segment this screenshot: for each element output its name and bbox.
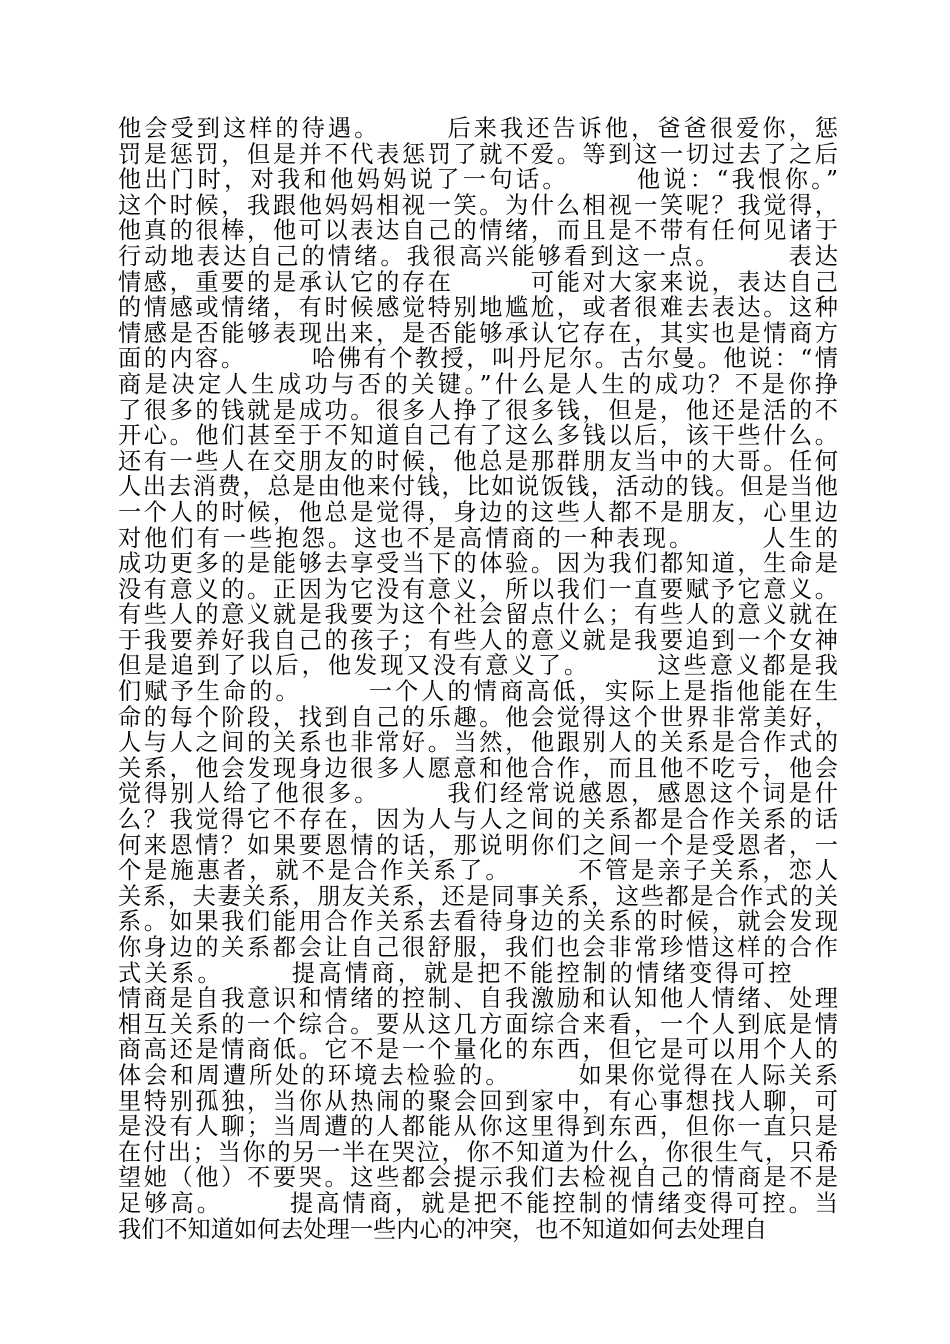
text-line: 是没有人聊；当周遭的人都能从你这里得到东西，但你一直只是 — [118, 1113, 838, 1141]
text-line: 们赋予生命的。 一个人的情商高低，实际上是指他能在生 — [118, 678, 838, 706]
text-line: 开心。他们甚至于不知道自己有了这么多钱以后，该干些什么。 — [118, 422, 838, 450]
text-line: 对他们有一些抱怨。这也不是高情商的一种表现。 人生的 — [118, 524, 838, 552]
text-line: 他真的很棒，他可以表达自己的情绪，而且是不带有任何见诸于 — [118, 217, 838, 245]
text-line: 足够高。 提高情商，就是把不能控制的情绪变得可控。当 — [118, 1189, 838, 1217]
text-line: 我们不知道如何去处理一些内心的冲突，也不知道如何去处理自 — [118, 1215, 768, 1243]
text-line: 商是决定人生成功与否的关键。”什么是人生的成功？不是你挣 — [118, 370, 838, 398]
text-line: 还有一些人在交朋友的时候，他总是那群朋友当中的大哥。任何 — [118, 447, 838, 475]
text-line: 行动地表达自己的情绪。我很高兴能够看到这一点。 表达 — [118, 242, 838, 270]
text-line: 成功更多的是能够去享受当下的体验。因为我们都知道，生命是 — [118, 550, 838, 578]
text-line: 的情感或情绪，有时候感觉特别地尴尬，或者很难去表达。这种 — [118, 294, 838, 322]
text-line: 相互关系的一个综合。要从这几方面综合来看，一个人到底是情 — [118, 1010, 838, 1038]
text-line: 关系，夫妻关系，朋友关系，还是同事关系，这些都是合作式的关 — [118, 882, 838, 910]
text-line: 关系，他会发现身边很多人愿意和他合作，而且他不吃亏，他会 — [118, 754, 838, 782]
text-line: 命的每个阶段，找到自己的乐趣。他会觉得这个世界非常美好， — [118, 703, 838, 731]
text-line: 一个人的时候，他总是觉得，身边的这些人都不是朋友，心里边 — [118, 498, 838, 526]
text-line: 有些人的意义就是我要为这个社会留点什么；有些人的意义就在 — [118, 601, 838, 629]
text-line: 么？我觉得它不存在，因为人与人之间的关系都是合作关系的话 — [118, 806, 838, 834]
text-line: 商高还是情商低。它不是一个量化的东西，但它是可以用个人的 — [118, 1036, 838, 1064]
text-line: 你身边的关系都会让自己很舒服，我们也会非常珍惜这样的合作 — [118, 934, 838, 961]
text-line: 体会和周遭所处的环境去检验的。 如果你觉得在人际关系 — [118, 1061, 838, 1089]
text-line: 了很多的钱就是成功。很多人挣了很多钱，但是，他还是活的不 — [118, 396, 838, 424]
text-line: 没有意义的。正因为它没有意义，所以我们一直要赋予它意义。 — [118, 575, 838, 603]
body-text — [118, 116, 838, 1242]
text-line: 他会受到这样的待遇。 后来我还告诉他，爸爸很爱你，惩 — [118, 115, 838, 142]
text-line: 何来恩情？如果要恩情的话，那说明你们之间一个是受恩者，一 — [118, 831, 838, 859]
text-line: 面的内容。 哈佛有个教授，叫丹尼尔。古尔曼。他说：“情 — [118, 345, 838, 373]
text-line: 情商是自我意识和情绪的控制、自我激励和认知他人情绪、处理 — [118, 985, 838, 1013]
text-line: 系。如果我们能用合作关系去看待身边的关系的时候，就会发现 — [118, 908, 838, 936]
text-line: 觉得别人给了他很多。 我们经常说感恩，感恩这个词是什 — [118, 780, 838, 808]
text-line: 这个时候，我跟他妈妈相视一笑。为什么相视一笑呢？我觉得， — [118, 191, 838, 219]
text-line: 罚是惩罚，但是并不代表惩罚了就不爱。等到这一切过去了之后 — [118, 140, 838, 168]
text-line: 望她（他）不要哭。这些都会提示我们去检视自己的情商是不是 — [118, 1164, 838, 1192]
text-line: 式关系。 提高情商，就是把不能控制的情绪变得可控 — [118, 959, 838, 987]
text-line: 里特别孤独，当你从热闹的聚会回到家中，有心事想找人聊，可 — [118, 1087, 838, 1115]
text-line: 情感，重要的是承认它的存在 可能对大家来说，表达自己 — [118, 268, 838, 296]
text-line: 人出去消费，总是由他来付钱，比如说饭钱，活动的钱。但是当他 — [118, 473, 838, 501]
text-line: 但是追到了以后，他发现又没有意义了。 这些意义都是我 — [118, 652, 838, 680]
text-line: 情感是否能够表现出来，是否能够承认它存在，其实也是情商方 — [118, 319, 838, 347]
text-line: 他出门时，对我和他妈妈说了一句话。 他说：“我恨你。” — [118, 166, 838, 194]
text-line: 人与人之间的关系也非常好。当然，他跟别人的关系是合作式的 — [118, 729, 838, 757]
text-line: 于我要养好我自己的孩子；有些人的意义就是我要追到一个女神 — [118, 626, 838, 654]
text-line: 个是施惠者，就不是合作关系了。 不管是亲子关系，恋人 — [118, 857, 838, 885]
text-line: 在付出；当你的另一半在哭泣，你不知道为什么，你很生气，只希 — [118, 1138, 838, 1166]
